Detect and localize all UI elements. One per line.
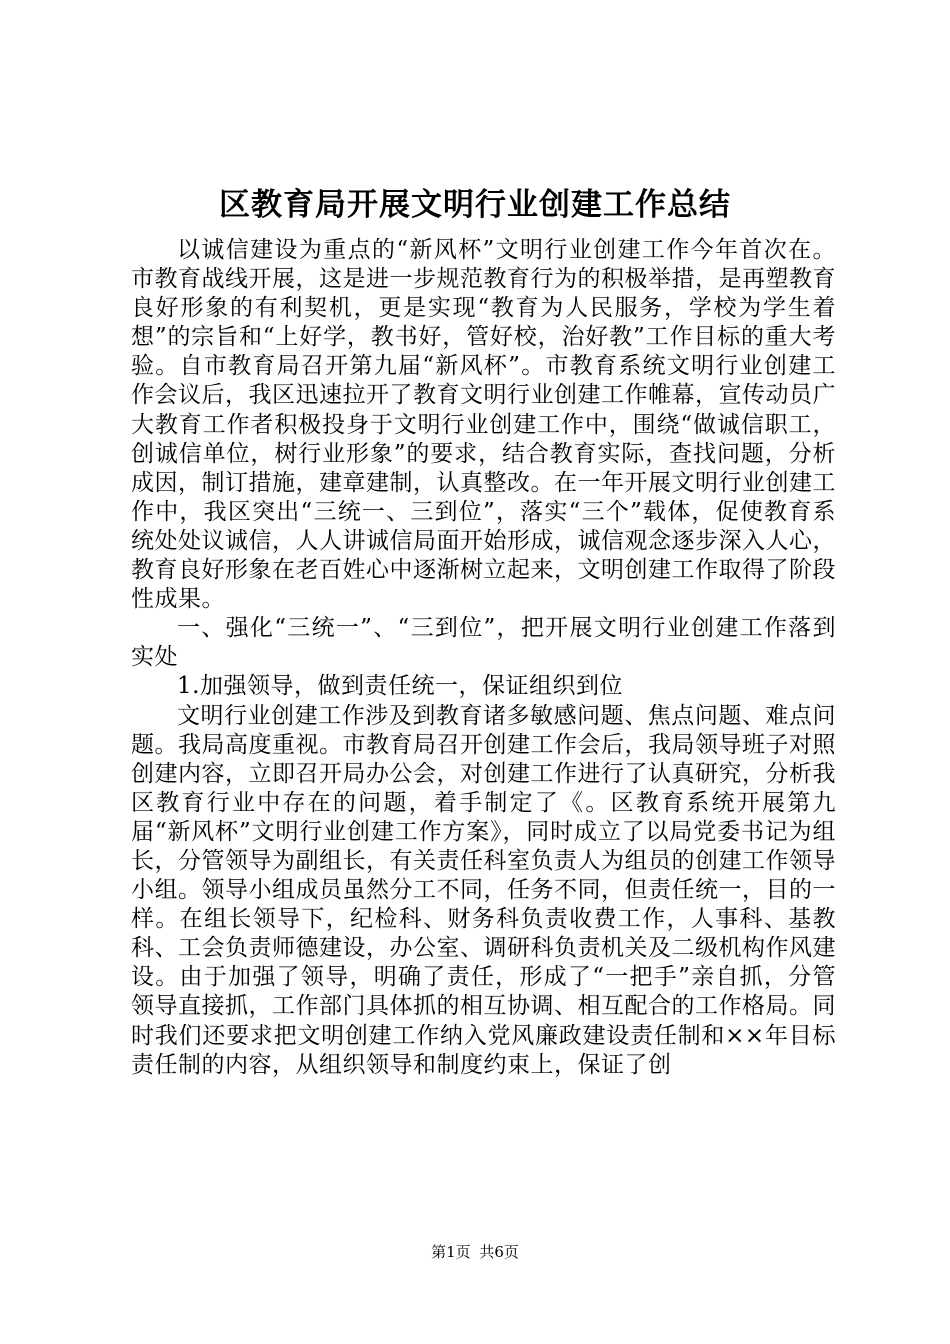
page-number: 第1页 [431,1243,471,1261]
paragraph-body: 文明行业创建工作涉及到教育诸多敏感问题、焦点问题、难点问题。我局高度重视。市教育局召开创建工作会后，我局领导班子对照创建内容，立即召开局办公会，对创建工作进行了认真研究，分析我区教育行业中存在的问题，着手制定了《。区教育系统开展第九届“新风杯”文明行业创建工作方案》，同时成立了以局党委书记为组长，分管领导为副组长，有关责任科室负责人为组员的创建工作领导小组。领导小组成员虽然分工不同，任务不同，但责任统一，目的一样。在组长领导下，纪检科、财务科负责收费工作，人事科、基教科、工会负责师德建设，办公室、调研科负责机关及二级机构作风建设。由于加强了领导，明确了责任，形成了“一把手”亲自抓，分管领导直接抓，工作部门具体抓的相互协调、相互配合的工作格局。同时我们还要求把文明创建工作纳入党风廉政建设责任制和××年目标责任制的内容，从组织领导和制度约束上，保证了创 [131,702,836,1078]
page-footer [0,1242,950,1262]
page-total: 共6页 [479,1243,519,1261]
paragraph-intro: 以诚信建设为重点的“新风杯”文明行业创建工作今年首次在。市教育战线开展，这是进一步规范教育行为的积极举措，是再塑教育良好形象的有利契机，更是实现“教育为人民服务，学校为学生着想”的宗旨和“上好学，教书好，管好校，治好教”工作目标的重大考验。自市教育局召开第九届“新风杯”。市教育系统文明行业创建工作会议后，我区迅速拉开了教育文明行业创建工作帷幕，宣传动员广大教育工作者积极投身于文明行业创建工作中，围绕“做诚信职工，创诚信单位，树行业形象”的要求，结合教育实际，查找问题，分析成因，制订措施，建章建制，认真整改。在一年开展文明行业创建工作中，我区突出“三统一、三到位”，落实“三个”载体，促使教育系统处处议诚信，人人讲诚信局面开始形成，诚信观念逐步深入人心，教育良好形象在老百姓心中逐渐树立起来，文明创建工作取得了阶段性成果。 [131,237,836,613]
document-body [131,236,836,1080]
subsection-heading: 1.加强领导，做到责任统一，保证组织到位 [177,673,623,700]
document-title: 区教育局开展文明行业创建工作总结 [219,187,731,223]
section-heading: 一、强化“三统一”、“三到位”，把开展文明行业创建工作落到实处 [131,615,836,671]
